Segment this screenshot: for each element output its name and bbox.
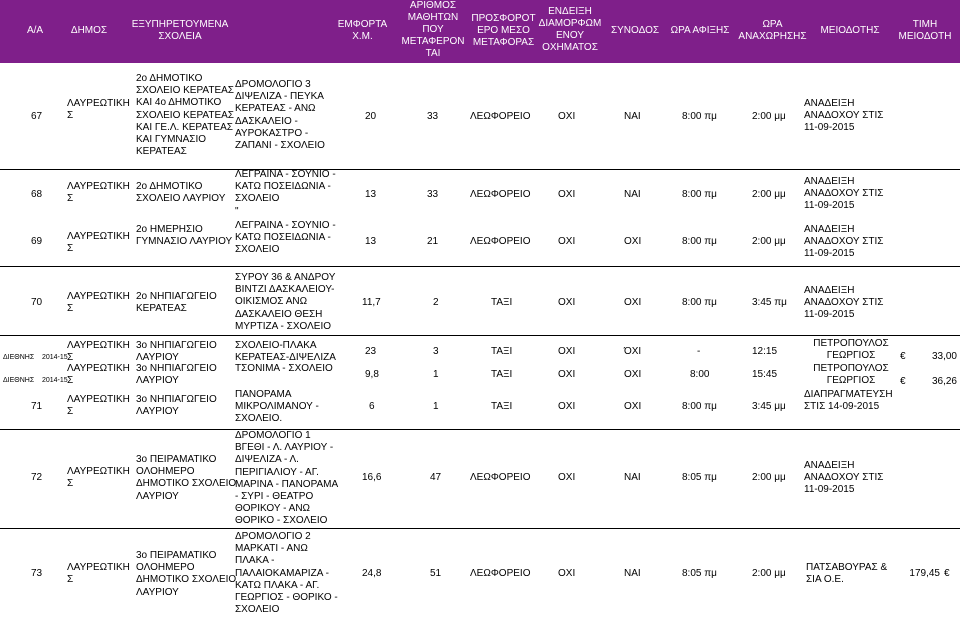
row-escort: ΝΑΙ [624,189,641,200]
row-schools: 3ο ΝΗΠΙΑΓΩΓΕΙΟ ΛΑΥΡΙΟΥ [136,363,217,387]
row-aa: 70 [31,297,43,308]
row-awardee: ΑΝΑΔΕΙΞΗ ΑΝΑΔΟΧΟΥ ΣΤΙΣ 11-09-2015 [804,224,884,260]
row-vehicle: ΤΑΞΙ [491,297,513,308]
header-escort: ΣΥΝΟΔΟΣ [610,25,660,36]
row-dimos: ΛΑΥΡΕΩΤΙΚΗ Σ [67,466,130,490]
row-price: 179,45 [909,568,940,579]
row-escort: ΟΧΙ [624,401,642,412]
currency-symbol: € [900,351,906,362]
row-vehicle: ΛΕΩΦΟΡΕΙΟ [470,111,531,122]
row-aa: 73 [31,568,43,579]
row-arrival: - [697,346,701,357]
row-route: ΤΣΟΝΙΜΑ - ΣΧΟΛΕΙΟ [235,363,333,374]
row-escort: ΟΧΙ [624,297,642,308]
row-students: 47 [430,472,442,483]
row-km: 20 [365,111,377,122]
header-km: ΕΜΦΟΡΤΑ Χ.Μ. [337,19,388,42]
row-price: 33,00 [931,351,957,362]
row-note: ΔΙΕΘΝΗΣ 2014-15 [3,377,68,384]
row-divider [0,335,960,336]
row-students: 1 [433,369,439,380]
row-arrival: 8:00 πμ [682,236,717,247]
row-config: ΟΧΙ [558,369,576,380]
row-vehicle: ΛΕΩΦΟΡΕΙΟ [470,189,531,200]
row-aa: 69 [31,236,43,247]
header-arrival: ΩΡΑ ΑΦΙΞΗΣ [670,25,730,36]
row-escort: ΝΑΙ [624,111,641,122]
header-vehicle: ΠΡΟΣΦΟΡΟΤ ΕΡΟ ΜΕΣΟ ΜΕΤΑΦΟΡΑΣ [471,13,536,48]
row-arrival: 8:00 πμ [682,297,717,308]
row-schools: 2ο ΝΗΠΙΑΓΩΓΕΙΟ ΚΕΡΑΤΕΑΣ [136,291,217,315]
row-dimos: ΛΑΥΡΕΩΤΙΚΗ Σ [67,181,130,205]
row-route: ΣΥΡΟΥ 36 & ΑΝΔΡΟΥ ΒΙΝΤΖΙ ΔΑΣΚΑΛΕΙΟΥ- ΟΙΚΙΣΜΟΣ ΑΝΩ ΔΑΣΚΑΛΕΙΟ ΘΕΣΗ ΜΥΡΤΙΖΑ - ΣΧΟΛΕΙΟ [235,272,336,332]
row-km: 9,8 [365,369,379,380]
table-header [0,0,960,63]
row-km: 11,7 [362,297,381,308]
row-vehicle: ΛΕΩΦΟΡΕΙΟ [470,568,531,579]
row-dimos: ΛΑΥΡΕΩΤΙΚΗ Σ [67,363,130,387]
row-students: 33 [427,111,439,122]
row-km: 13 [365,189,377,200]
row-config: ΟΧΙ [558,346,576,357]
row-escort: ΌΧΙ [624,346,642,357]
row-departure: 2:00 μμ [752,111,786,122]
row-divider [0,429,960,430]
row-km: 13 [365,236,377,247]
row-vehicle: ΛΕΩΦΟΡΕΙΟ [470,472,531,483]
row-aa: 72 [31,472,43,483]
row-students: 2 [433,297,439,308]
row-arrival: 8:00 πμ [682,111,717,122]
row-config: ΟΧΙ [558,297,576,308]
row-divider [0,169,960,170]
row-awardee: ΠΕΤΡΟΠΟΥΛΟΣ ΓΕΩΡΓΙΟΣ [813,363,889,387]
row-escort: ΝΑΙ [624,568,641,579]
row-departure: 2:00 μμ [752,189,786,200]
row-students: 51 [430,568,442,579]
row-arrival: 8:05 πμ [682,472,717,483]
row-dimos: ΛΑΥΡΕΩΤΙΚΗ Σ [67,291,130,315]
row-arrival: 8:00 [690,369,710,380]
row-students: 3 [433,346,439,357]
header-schools: ΕΞΥΠΗΡΕΤΟΥΜΕΝΑ ΣΧΟΛΕΙΑ [131,19,229,42]
row-departure: 15:45 [752,369,778,380]
row-km: 16,6 [362,472,382,483]
header-dimos: ΔΗΜΟΣ [70,25,108,36]
row-vehicle: ΤΑΞΙ [491,369,513,380]
row-awardee: ΑΝΑΔΕΙΞΗ ΑΝΑΔΟΧΟΥ ΣΤΙΣ 11-09-2015 [804,285,884,321]
row-route: ΔΡΟΜΟΛΟΓΙΟ 2 ΜΑΡΚΑΤΙ - ΑΝΩ ΠΛΑΚΑ - ΠΑΛΑΙΟΚΑΜΑΡΙΖΑ - ΚΑΤΩ ΠΛΑΚΑ - ΑΓ. ΓΕΩΡΓΙΟΣ - ΘΟΡΙΚΟ - ΣΧΟΛΕΙΟ [235,531,338,616]
header-price: ΤΙΜΗ ΜΕΙΟΔΟΤΗ [898,19,952,42]
row-dimos: ΛΑΥΡΕΩΤΙΚΗ Σ [67,394,130,418]
row-aa: 68 [31,189,43,200]
row-schools: 3ο ΝΗΠΙΑΓΩΓΕΙΟ ΛΑΥΡΙΟΥ [136,340,217,364]
row-price: 36,26 [931,376,957,387]
row-config: ΟΧΙ [558,401,576,412]
row-escort: ΝΑΙ [624,472,641,483]
header-aa: Α/Α [26,25,44,36]
row-arrival: 8:05 πμ [682,568,717,579]
row-vehicle: ΤΑΞΙ [491,401,513,412]
row-schools: 3ο ΝΗΠΙΑΓΩΓΕΙΟ ΛΑΥΡΙΟΥ [136,394,217,418]
row-config: ΟΧΙ [558,472,576,483]
row-vehicle: ΛΕΩΦΟΡΕΙΟ [470,236,531,247]
row-escort: ΟΧΙ [624,369,642,380]
row-schools: 2ο ΔΗΜΟΤΙΚΟ ΣΧΟΛΕΙΟ ΚΕΡΑΤΕΑΣ ΚΑΙ 4ο ΔΗΜΟΤΙΚΟ ΣΧΟΛΕΙΟ ΚΕΡΑΤΕΑΣ ΚΑΙ ΓΕ.Λ. ΚΕΡΑΤΕΑΣ ΚΑΙ ΓΥΜΝΑΣΙΟ ΚΕΡΑΤΕΑΣ [136,73,234,158]
row-students: 21 [427,236,439,247]
row-km: 6 [369,401,375,412]
row-escort: ΟΧΙ [624,236,642,247]
row-config: ΟΧΙ [558,568,576,579]
header-config: ΕΝΔΕΙΞΗ ΔΙΑΜΟΡΦΩΜ ΕΝΟΥ ΟΧΗΜΑΤΟΣ [538,6,602,53]
row-dimos: ΛΑΥΡΕΩΤΙΚΗ Σ [67,98,130,122]
header-awardee: ΜΕΙΟΔΟΤΗΣ [820,25,880,36]
row-awardee: ΠΑΤΣΑΒΟΥΡΑΣ & ΣΙΑ Ο.Ε. [806,562,888,586]
row-awardee: ΑΝΑΔΕΙΞΗ ΑΝΑΔΟΧΟΥ ΣΤΙΣ 11-09-2015 [804,98,884,134]
row-aa: 71 [31,401,43,412]
currency-symbol: € [944,568,950,579]
row-note: ΔΙΕΘΝΗΣ 2014-15 [3,354,68,361]
row-aa: 67 [31,111,43,122]
row-awardee: ΑΝΑΔΕΙΞΗ ΑΝΑΔΟΧΟΥ ΣΤΙΣ 11-09-2015 [804,460,884,496]
row-route: ΣΧΟΛΕΙΟ-ΠΛΑΚΑ ΚΕΡΑΤΕΑΣ-ΔΙΨΕΛΙΖΑ [235,340,336,364]
row-departure: 2:00 μμ [752,236,786,247]
row-config: ΟΧΙ [558,111,576,122]
row-route: ΛΕΓΡΑΙΝΑ - ΣΟΥΝΙΟ - ΚΑΤΩ ΠΟΣΕΙΔΩΝΙΑ - ΣΧΟΛΕΙΟ [235,220,336,256]
row-arrival: 8:00 πμ [682,189,717,200]
row-departure: 2:00 μμ [752,568,786,579]
row-route: ΔΡΟΜΟΛΟΓΙΟ 3 ΔΙΨΕΛΙΖΑ - ΠΕΥΚΑ ΚΕΡΑΤΕΑΣ - ΑΝΩ ΔΑΣΚΑΛΕΙΟ - ΑΥΡΟΚΑΣΤΡΟ - ΖΑΠΑΝΙ - ΣΧΟΛΕΙΟ [235,79,325,152]
row-students: 33 [427,189,439,200]
row-route: ΠΑΝΟΡΑΜΑ ΜΙΚΡΟΛΙΜΑΝΟΥ - ΣΧΟΛΕΙΟ. [235,389,319,425]
header-students: ΑΡΙΘΜΟΣ ΜΑΘΗΤΩΝ ΠΟΥ ΜΕΤΑΦΕΡΟΝ ΤΑΙ [401,0,465,59]
row-km: 24,8 [362,568,382,579]
row-departure: 3:45 πμ [752,297,787,308]
row-schools: 3ο ΠΕΙΡΑΜΑΤΙΚΟ ΟΛΟΗΜΕΡΟ ΔΗΜΟΤΙΚΟ ΣΧΟΛΕΙΟ ΛΑΥΡΙΟΥ [136,550,237,598]
row-departure: 12:15 [752,346,778,357]
row-dimos: ΛΑΥΡΕΩΤΙΚΗ Σ [67,562,130,586]
row-schools: 2ο ΔΗΜΟΤΙΚΟ ΣΧΟΛΕΙΟ ΛΑΥΡΙΟΥ [136,181,226,205]
row-dimos: ΛΑΥΡΕΩΤΙΚΗ Σ [67,340,130,364]
header-departure: ΩΡΑ ΑΝΑΧΩΡΗΣΗΣ [738,19,807,42]
row-students: 1 [433,401,439,412]
row-schools: 3ο ΠΕΙΡΑΜΑΤΙΚΟ ΟΛΟΗΜΕΡΟ ΔΗΜΟΤΙΚΟ ΣΧΟΛΕΙΟ ΛΑΥΡΙΟΥ [136,454,237,502]
row-schools: 2ο ΗΜΕΡΗΣΙΟ ΓΥΜΝΑΣΙΟ ΛΑΥΡΙΟΥ [136,224,233,248]
row-config: ΟΧΙ [558,236,576,247]
row-awardee: ΔΙΑΠΡΑΓΜΑΤΕΥΣΗ ΣΤΙΣ 14-09-2015 [804,389,893,413]
row-departure: 3:45 μμ [752,401,786,412]
row-divider [0,528,960,529]
row-route: ΔΡΟΜΟΛΟΓΙΟ 1 ΒΓΕΘΙ - Λ. ΛΑΥΡΙΟΥ - ΔΙΨΕΛΙΖΑ - Λ. ΠΕΡΙΓΙΑΛΙΟΥ - ΑΓ. ΜΑΡΙΝΑ - ΠΑΝΟΡΑΜΑ - ΣΥΡΙ - ΘΕΑΤΡΟ ΘΟΡΙΚΟΥ - ΑΝΩ ΘΟΡΙΚΟ - ΣΧΟΛΕΙΟ [235,430,339,527]
row-dimos: ΛΑΥΡΕΩΤΙΚΗ Σ [67,231,130,255]
row-vehicle: ΤΑΞΙ [491,346,513,357]
row-route: ΛΕΓΡΑΙΝΑ - ΣΟΥΝΙΟ - ΚΑΤΩ ΠΟΣΕΙΔΩΝΙΑ - ΣΧΟΛΕΙΟ " [235,169,336,217]
row-km: 23 [365,346,377,357]
row-awardee: ΠΕΤΡΟΠΟΥΛΟΣ ΓΕΩΡΓΙΟΣ [813,338,889,362]
row-divider [0,266,960,267]
row-departure: 2:00 μμ [752,472,786,483]
row-arrival: 8:00 πμ [682,401,717,412]
currency-symbol: € [900,376,906,387]
row-config: ΟΧΙ [558,189,576,200]
row-awardee: ΑΝΑΔΕΙΞΗ ΑΝΑΔΟΧΟΥ ΣΤΙΣ 11-09-2015 [804,176,884,212]
